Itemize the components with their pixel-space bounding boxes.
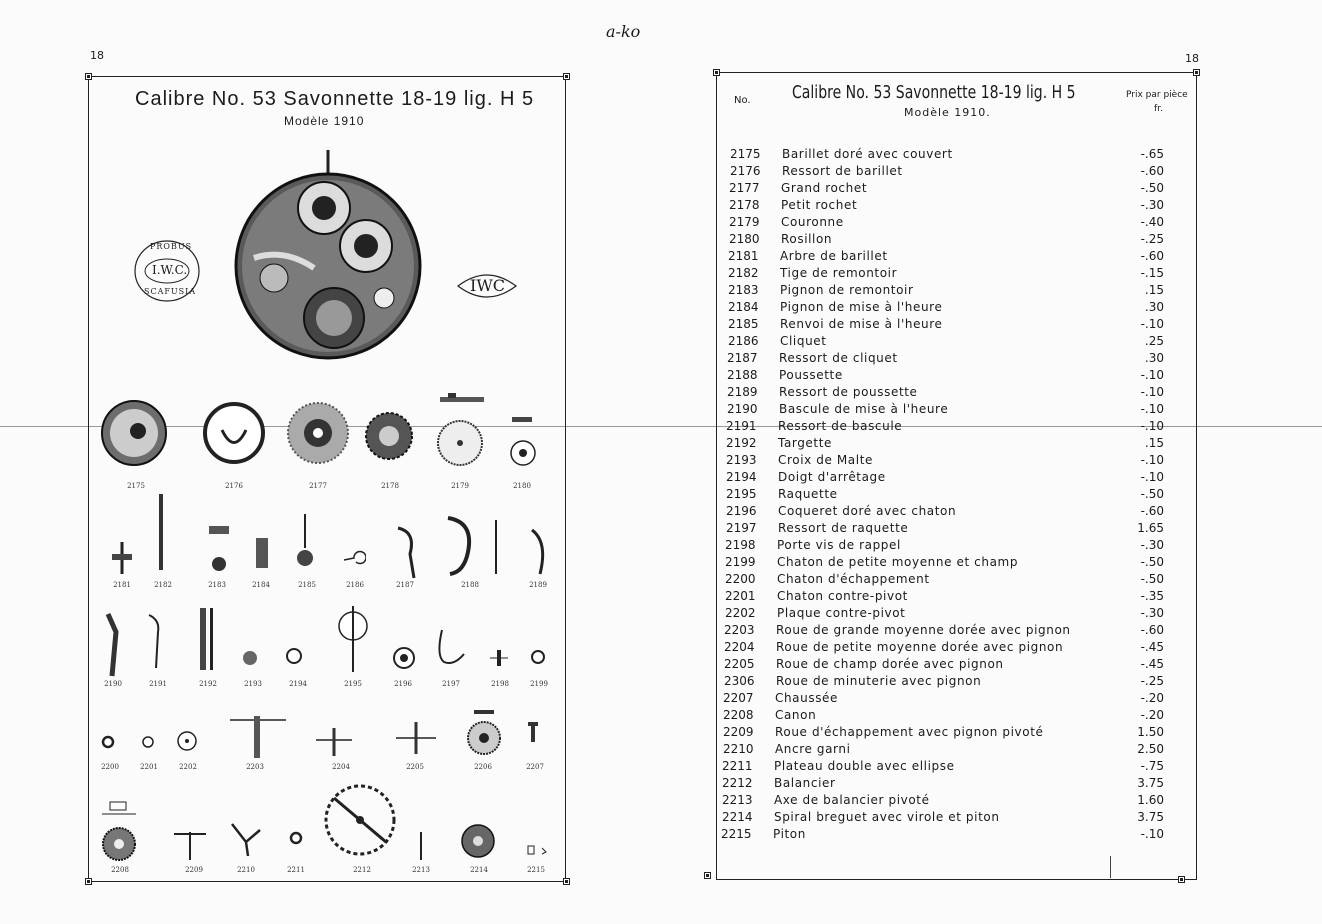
frame-corner-icon	[713, 69, 720, 76]
part-name: Rosillon	[781, 232, 833, 246]
part-price: .15	[1144, 283, 1164, 297]
roller-part-icon	[288, 830, 304, 846]
part-number: 2199	[725, 555, 756, 569]
part-number: 2175	[730, 147, 761, 161]
part-name: Ressort de bascule	[778, 419, 903, 433]
hour-wheel-part-icon	[100, 800, 138, 866]
part-number: 2196	[726, 504, 757, 518]
part-label: 2199	[530, 680, 548, 688]
part-name: Couronne	[781, 215, 844, 229]
table-row	[728, 317, 1164, 334]
mainspring-part-icon	[202, 400, 266, 466]
part-label: 2205	[406, 763, 424, 771]
part-price: -.10	[1140, 827, 1164, 841]
column-header-no: No.	[734, 95, 751, 106]
part-price: -.35	[1140, 589, 1164, 603]
table-row	[725, 572, 1164, 589]
table-row	[726, 470, 1164, 487]
part-price: -.10	[1140, 453, 1164, 467]
table-row	[725, 555, 1164, 572]
part-price: -.50	[1140, 181, 1164, 195]
endstone-setting-part-icon	[140, 734, 156, 750]
part-price: -.50	[1140, 555, 1164, 569]
frame-corner-icon	[85, 878, 92, 885]
part-price: -.60	[1140, 164, 1164, 178]
click-spring-part-icon	[396, 524, 420, 580]
part-label: 2212	[353, 866, 371, 874]
table-row	[722, 759, 1164, 776]
part-label: 2197	[442, 680, 460, 688]
setting-lever-part-icon	[526, 526, 552, 582]
part-label: 2183	[208, 581, 226, 589]
part-number: 2203	[724, 623, 755, 637]
pushpiece-spring-part-icon	[490, 518, 502, 576]
targette-part-icon	[196, 606, 220, 672]
part-price: -.20	[1140, 691, 1164, 705]
part-number: 2180	[729, 232, 760, 246]
table-row	[724, 657, 1164, 674]
part-label: 2195	[344, 680, 362, 688]
part-label: 2189	[529, 581, 547, 589]
table-row	[721, 827, 1164, 844]
crown-part-icon	[436, 418, 484, 468]
table-row	[723, 725, 1164, 742]
part-number: 2195	[726, 487, 757, 501]
part-number: 2186	[728, 334, 759, 348]
part-name: Spiral breguet avec virole et piton	[774, 810, 1000, 824]
table-row	[728, 266, 1164, 283]
part-name: Renvoi de mise à l'heure	[780, 317, 943, 331]
rosillon-part-icon	[506, 415, 540, 471]
part-price: -.50	[1140, 487, 1164, 501]
part-price: -.10	[1140, 317, 1164, 331]
part-name: Canon	[775, 708, 817, 722]
escape-wheel-part-icon	[172, 826, 208, 862]
part-price: -.15	[1140, 266, 1164, 280]
part-number: 2207	[723, 691, 754, 705]
part-name: Roue de minuterie avec pignon	[776, 674, 982, 688]
column-header-currency: fr.	[1154, 104, 1163, 114]
table-row	[725, 606, 1164, 623]
part-name: Ancre garni	[775, 742, 851, 756]
part-name: Bascule de mise à l'heure	[779, 402, 949, 416]
part-name: Coqueret doré avec chaton	[778, 504, 957, 518]
part-label: 2185	[298, 581, 316, 589]
part-name: Cliquet	[780, 334, 827, 348]
part-label: 2182	[154, 581, 172, 589]
winding-stem-part-icon	[154, 492, 168, 572]
table-row	[729, 232, 1164, 249]
table-row	[725, 589, 1164, 606]
table-row	[727, 368, 1164, 385]
part-name: Barillet doré avec couvert	[782, 147, 953, 161]
part-name: Petit rochet	[781, 198, 858, 212]
part-price: .25	[1144, 334, 1164, 348]
part-price: -.10	[1140, 470, 1164, 484]
part-name: Chaton d'échappement	[777, 572, 930, 586]
part-name: Poussette	[779, 368, 843, 382]
click-part-icon	[342, 548, 366, 568]
part-price: -.60	[1140, 623, 1164, 637]
hairspring-part-icon	[460, 822, 496, 860]
part-label: 2194	[289, 680, 307, 688]
part-number: 2183	[728, 283, 759, 297]
table-row	[727, 402, 1164, 419]
part-name: Porte vis de rappel	[777, 538, 901, 552]
table-row	[725, 538, 1164, 555]
table-row	[728, 300, 1164, 317]
part-label: 2200	[101, 763, 119, 771]
frame-corner-icon	[1178, 876, 1185, 883]
bascule-spring-part-icon	[146, 612, 166, 670]
part-label: 2192	[199, 680, 217, 688]
part-number: 2191	[726, 419, 757, 433]
part-price: .30	[1144, 300, 1164, 314]
table-row	[723, 708, 1164, 725]
part-number: 2198	[725, 538, 756, 552]
minute-wheel-part-icon	[464, 708, 504, 756]
part-price: -.45	[1140, 657, 1164, 671]
table-row	[730, 147, 1164, 164]
winding-pinion-part-icon	[206, 524, 232, 576]
column-header-price: Prix par pièce	[1126, 90, 1188, 100]
part-price: .30	[1144, 351, 1164, 365]
part-price: -.20	[1140, 708, 1164, 722]
part-name: Chaton de petite moyenne et champ	[777, 555, 1019, 569]
iwc-logo	[456, 270, 518, 302]
barrel-arbor-part-icon	[108, 540, 136, 576]
probus-logo	[132, 238, 202, 304]
part-price: -.45	[1140, 640, 1164, 654]
small-ratchet-part-icon	[364, 410, 414, 462]
third-wheel-part-icon	[314, 724, 354, 758]
part-name: Chaton contre-pivot	[777, 589, 908, 603]
right-page-number: 18	[1185, 52, 1199, 65]
table-row	[724, 623, 1164, 640]
part-name: Roue de grande moyenne dorée avec pignon	[776, 623, 1071, 637]
part-label: 2207	[526, 763, 544, 771]
barrel-part-icon	[98, 393, 170, 471]
part-name: Croix de Malte	[778, 453, 873, 467]
part-number: 2212	[722, 776, 753, 790]
part-price: -.10	[1140, 419, 1164, 433]
table-row	[728, 334, 1164, 351]
table-row	[729, 198, 1164, 215]
left-page-subtitle: Modèle 1910	[284, 114, 365, 128]
part-number: 2179	[729, 215, 760, 229]
part-number: 2184	[728, 300, 759, 314]
setting-wheel-part-icon	[294, 512, 316, 570]
part-number: 2178	[729, 198, 760, 212]
regulator-spring-part-icon	[434, 626, 468, 670]
part-price: .15	[1144, 436, 1164, 450]
part-number: 2177	[729, 181, 760, 195]
part-name: Grand rochet	[781, 181, 868, 195]
part-label: 2214	[470, 866, 488, 874]
left-page-title: Calibre No. 53 Savonnette 18-19 lig. H 5	[135, 88, 535, 110]
part-number: 2210	[723, 742, 754, 756]
part-label: 2186	[346, 581, 364, 589]
table-row	[726, 436, 1164, 453]
part-label: 2206	[474, 763, 492, 771]
part-label: 2187	[396, 581, 414, 589]
table-row	[726, 419, 1164, 436]
part-number: 2205	[724, 657, 755, 671]
part-number: 2192	[726, 436, 757, 450]
part-price: -.10	[1140, 385, 1164, 399]
part-name: Pignon de mise à l'heure	[780, 300, 943, 314]
stop-finger-part-icon	[284, 646, 304, 666]
pallet-fork-part-icon	[228, 820, 264, 860]
table-row	[726, 487, 1164, 504]
part-label: 2191	[149, 680, 167, 688]
part-price: 3.75	[1137, 776, 1164, 790]
frame-corner-icon	[563, 878, 570, 885]
part-price: 2.50	[1137, 742, 1164, 756]
part-price: 1.65	[1137, 521, 1164, 535]
table-row	[730, 164, 1164, 181]
part-label: 2176	[225, 482, 243, 490]
part-label: 2178	[381, 482, 399, 490]
part-number: 2176	[730, 164, 761, 178]
left-page-number: 18	[90, 49, 104, 62]
part-number: 2188	[727, 368, 758, 382]
part-name: Ressort de barillet	[782, 164, 903, 178]
part-number: 2214	[722, 810, 753, 824]
probus-logo-bottom: SCAFUSIA	[144, 287, 197, 296]
part-number: 2215	[721, 827, 752, 841]
part-number: 2182	[728, 266, 759, 280]
part-name: Arbre de barillet	[780, 249, 888, 263]
center-wheel-part-icon	[228, 714, 288, 760]
part-label: 2208	[111, 866, 129, 874]
table-row	[722, 810, 1164, 827]
jewel-setting-part-icon	[530, 648, 546, 666]
part-name: Plateau double avec ellipse	[774, 759, 955, 773]
part-name: Chaussée	[775, 691, 839, 705]
part-label: 2175	[127, 482, 145, 490]
table-row	[726, 521, 1164, 538]
part-label: 2188	[461, 581, 479, 589]
table-row	[724, 674, 1164, 691]
part-name: Pignon de remontoir	[780, 283, 914, 297]
escape-setting-part-icon	[100, 734, 116, 750]
table-row	[728, 249, 1164, 266]
part-number: 2190	[727, 402, 758, 416]
probus-logo-middle: I.W.C.	[152, 263, 188, 277]
table-row	[722, 793, 1164, 810]
part-number: 2201	[725, 589, 756, 603]
part-price: 3.75	[1137, 810, 1164, 824]
part-label: 2211	[287, 866, 305, 874]
part-name: Axe de balancier pivoté	[774, 793, 930, 807]
part-name: Doigt d'arrêtage	[778, 470, 886, 484]
part-number: 2213	[722, 793, 753, 807]
part-number: 2197	[726, 521, 757, 535]
parts-table	[721, 147, 1166, 847]
table-row	[727, 351, 1164, 368]
part-price: -.30	[1140, 198, 1164, 212]
probus-logo-top: PROBUS	[150, 242, 193, 251]
table-row	[722, 776, 1164, 793]
part-name: Targette	[778, 436, 833, 450]
part-name: Ressort de raquette	[778, 521, 909, 535]
part-number: 2200	[725, 572, 756, 586]
raquette-part-icon	[336, 604, 370, 674]
right-page-title: Calibre No. 53 Savonnette 18-19 lig. H 5	[792, 82, 1076, 103]
margin-mark	[1110, 856, 1111, 878]
part-number: 2194	[726, 470, 757, 484]
table-row	[729, 215, 1164, 232]
part-number: 2193	[726, 453, 757, 467]
part-label: 2210	[237, 866, 255, 874]
balance-wheel-part-icon	[320, 780, 400, 860]
part-name: Roue de petite moyenne dorée avec pignon	[776, 640, 1064, 654]
part-number: 2202	[725, 606, 756, 620]
setting-pinion-part-icon	[252, 536, 272, 570]
part-label: 2202	[179, 763, 197, 771]
balance-staff-part-icon	[416, 830, 426, 862]
header-scribble: a-ko	[606, 22, 641, 41]
movement-illustration	[224, 148, 434, 363]
part-price: 1.50	[1137, 725, 1164, 739]
table-row	[728, 283, 1164, 300]
part-price: -.30	[1140, 538, 1164, 552]
table-row	[726, 453, 1164, 470]
stud-carrier-part-icon	[488, 646, 510, 670]
part-name: Raquette	[778, 487, 838, 501]
part-label: 2179	[451, 482, 469, 490]
part-name: Roue de champ dorée avec pignon	[776, 657, 1004, 671]
part-label: 2177	[309, 482, 327, 490]
part-label: 2180	[513, 482, 531, 490]
part-label: 2203	[246, 763, 264, 771]
endstone-plate-part-icon	[176, 730, 198, 752]
part-label: 2215	[527, 866, 545, 874]
part-price: -.10	[1140, 402, 1164, 416]
crown-wheel-part-icon	[286, 400, 350, 466]
part-number: 2208	[723, 708, 754, 722]
part-label: 2190	[104, 680, 122, 688]
bridge-part-icon	[438, 392, 486, 408]
table-row	[726, 504, 1164, 521]
part-number: 2185	[728, 317, 759, 331]
part-label: 2201	[140, 763, 158, 771]
part-number: 2211	[722, 759, 753, 773]
iwc-logo-text: IWC	[470, 276, 506, 295]
part-price: -.25	[1140, 674, 1164, 688]
part-label: 2181	[113, 581, 131, 589]
bascule-part-icon	[100, 612, 122, 678]
table-row	[723, 742, 1164, 759]
part-name: Balancier	[774, 776, 836, 790]
part-label: 2193	[244, 680, 262, 688]
part-name: Plaque contre-pivot	[777, 606, 906, 620]
part-price: -.25	[1140, 232, 1164, 246]
part-label: 2184	[252, 581, 270, 589]
part-name: Tige de remontoir	[780, 266, 898, 280]
part-price: -.40	[1140, 215, 1164, 229]
part-price: -.60	[1140, 249, 1164, 263]
part-name: Roue d'échappement avec pignon pivoté	[775, 725, 1044, 739]
part-price: 1.60	[1137, 793, 1164, 807]
part-name: Ressort de cliquet	[779, 351, 898, 365]
part-number: 2181	[728, 249, 759, 263]
part-label: 2209	[185, 866, 203, 874]
table-row	[723, 691, 1164, 708]
part-number: 2204	[724, 640, 755, 654]
frame-corner-icon	[563, 73, 570, 80]
part-price: -.10	[1140, 368, 1164, 382]
part-label: 2213	[412, 866, 430, 874]
part-label: 2196	[394, 680, 412, 688]
frame-corner-icon	[85, 73, 92, 80]
maltese-cross-part-icon	[240, 648, 260, 668]
part-price: -.60	[1140, 504, 1164, 518]
table-row	[724, 640, 1164, 657]
part-number: 2187	[727, 351, 758, 365]
part-price: -.65	[1140, 147, 1164, 161]
part-price: -.75	[1140, 759, 1164, 773]
coqueret-part-icon	[392, 646, 416, 670]
part-number: 2209	[723, 725, 754, 739]
table-row	[727, 385, 1164, 402]
frame-corner-icon	[1193, 69, 1200, 76]
pushpiece-part-icon	[440, 512, 476, 578]
fourth-wheel-part-icon	[394, 720, 438, 756]
table-row	[729, 181, 1164, 198]
part-number: 2306	[724, 674, 755, 688]
frame-corner-icon	[704, 872, 711, 879]
part-price: -.50	[1140, 572, 1164, 586]
part-number: 2189	[727, 385, 758, 399]
part-price: -.30	[1140, 606, 1164, 620]
part-label: 2204	[332, 763, 350, 771]
part-label: 2198	[491, 680, 509, 688]
part-name: Piton	[773, 827, 806, 841]
right-page-subtitle: Modèle 1910.	[904, 106, 991, 119]
cannon-pinion-part-icon	[526, 720, 540, 744]
part-name: Ressort de poussette	[779, 385, 918, 399]
stud-part-icon	[526, 842, 550, 858]
